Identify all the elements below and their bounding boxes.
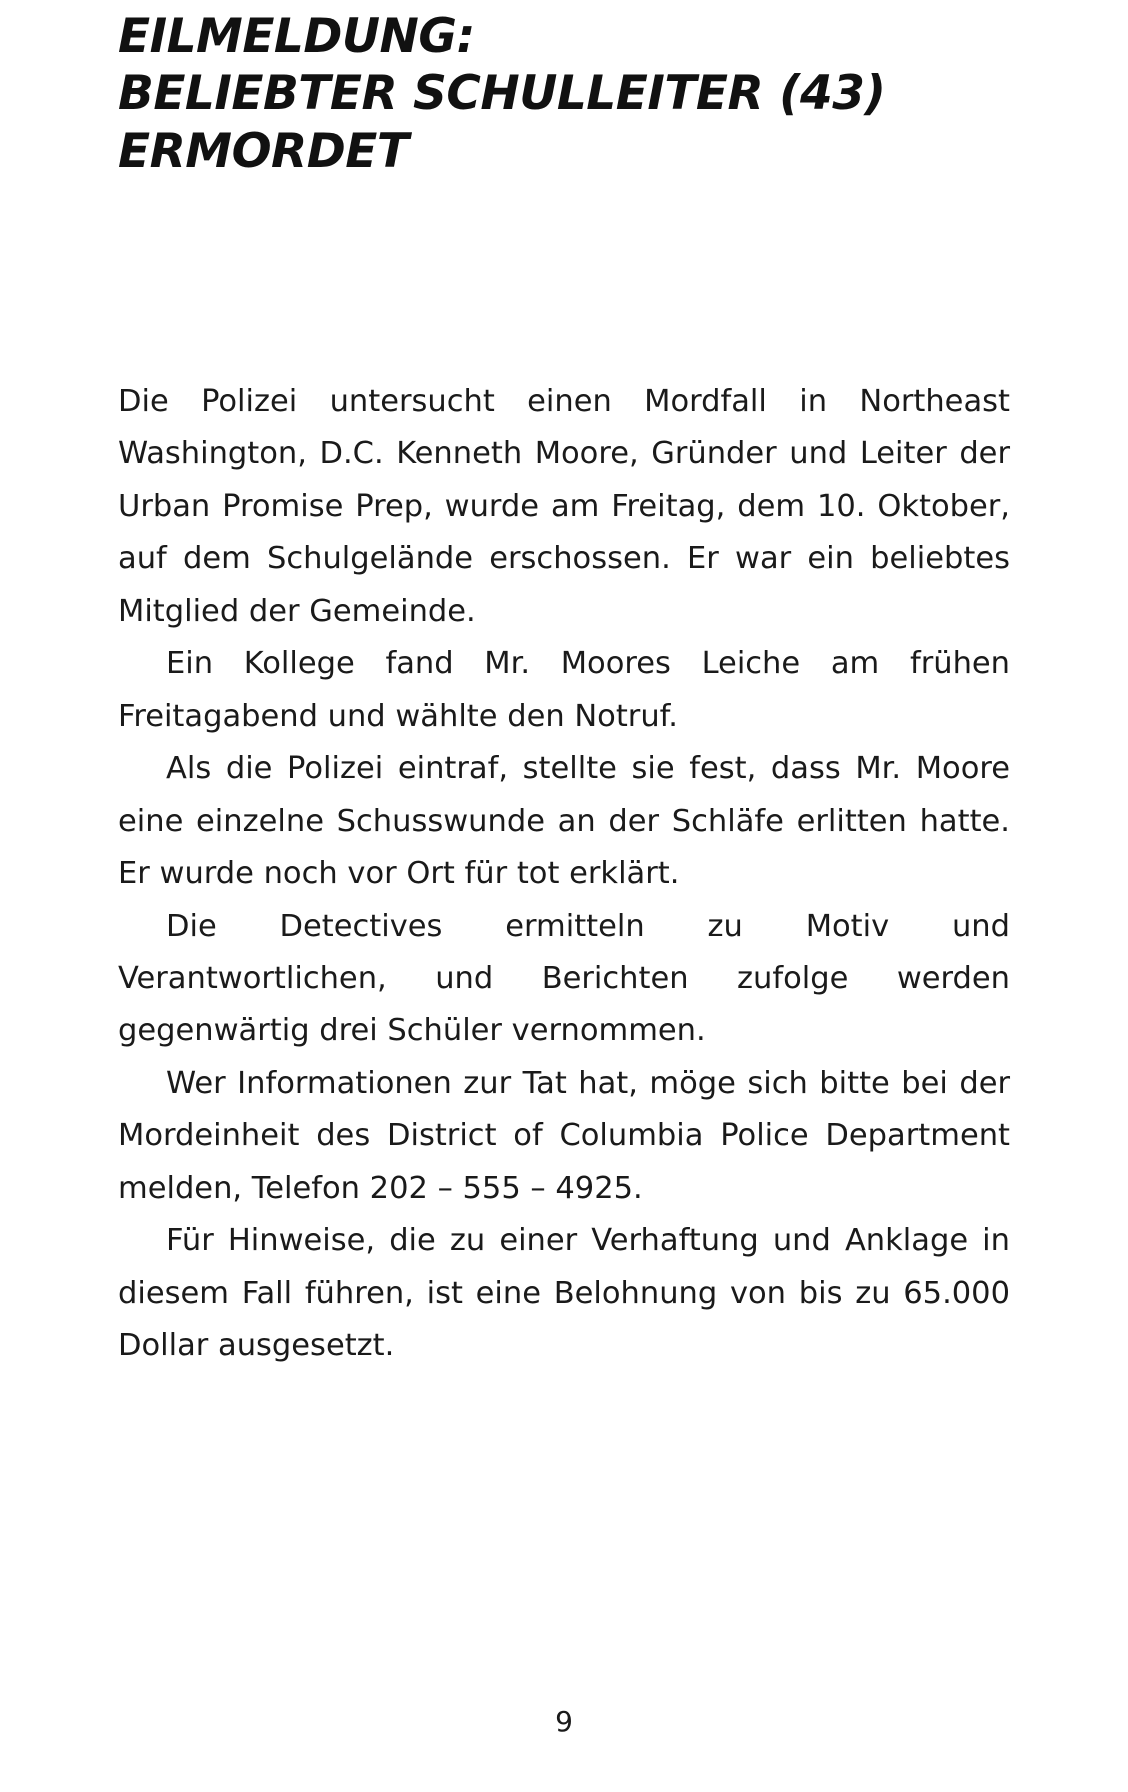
article-paragraph: Wer Informationen zur Tat hat, möge sich bitte bei der Mordeinheit des District of Columbia Police Department melden, Telefon 202 – 555 – 4925. (118, 1065, 1010, 1206)
article-paragraph: Als die Polizei eintraf, stellte sie fest, dass Mr. Moore eine einzelne Schusswunde an der Schläfe erlitten hatte. Er wurde noch vor Ort für tot erklärt. (118, 751, 1010, 892)
article-body (118, 180, 1010, 1373)
article-paragraph: Die Detectives ermitteln zu Motiv und Verantwortlichen, und Berichten zufolge werden gegenwärtig drei Schüler vernommen. (118, 908, 1010, 1049)
article-paragraph: Die Polizei untersucht einen Mordfall in Northeast Washington, D.C. Kenneth Moore, Gründer und Leiter der Urban Promise Prep, wurde am Freitag, dem 10. Oktober, auf dem Schulgelände erschossen. Er war ein beliebtes Mitglied der Gemeinde. (118, 383, 1010, 629)
headline-line-3: ERMORDET (118, 123, 409, 179)
page-title (118, 0, 1010, 180)
article-paragraph: Für Hinweise, die zu einer Verhaftung und Anklage in diesem Fall führen, ist eine Belohnung von bis zu 65.000 Dollar ausgesetzt. (118, 1223, 1010, 1364)
headline-line-2: BELIEBTER SCHULLEITER (43) (118, 66, 886, 122)
headline-line-1: EILMELDUNG: (118, 9, 475, 64)
article-paragraph: Ein Kollege fand Mr. Moores Leiche am frühen Freitagabend und wählte den Notruf. (118, 646, 1010, 734)
page-number: 9 (555, 1705, 573, 1738)
